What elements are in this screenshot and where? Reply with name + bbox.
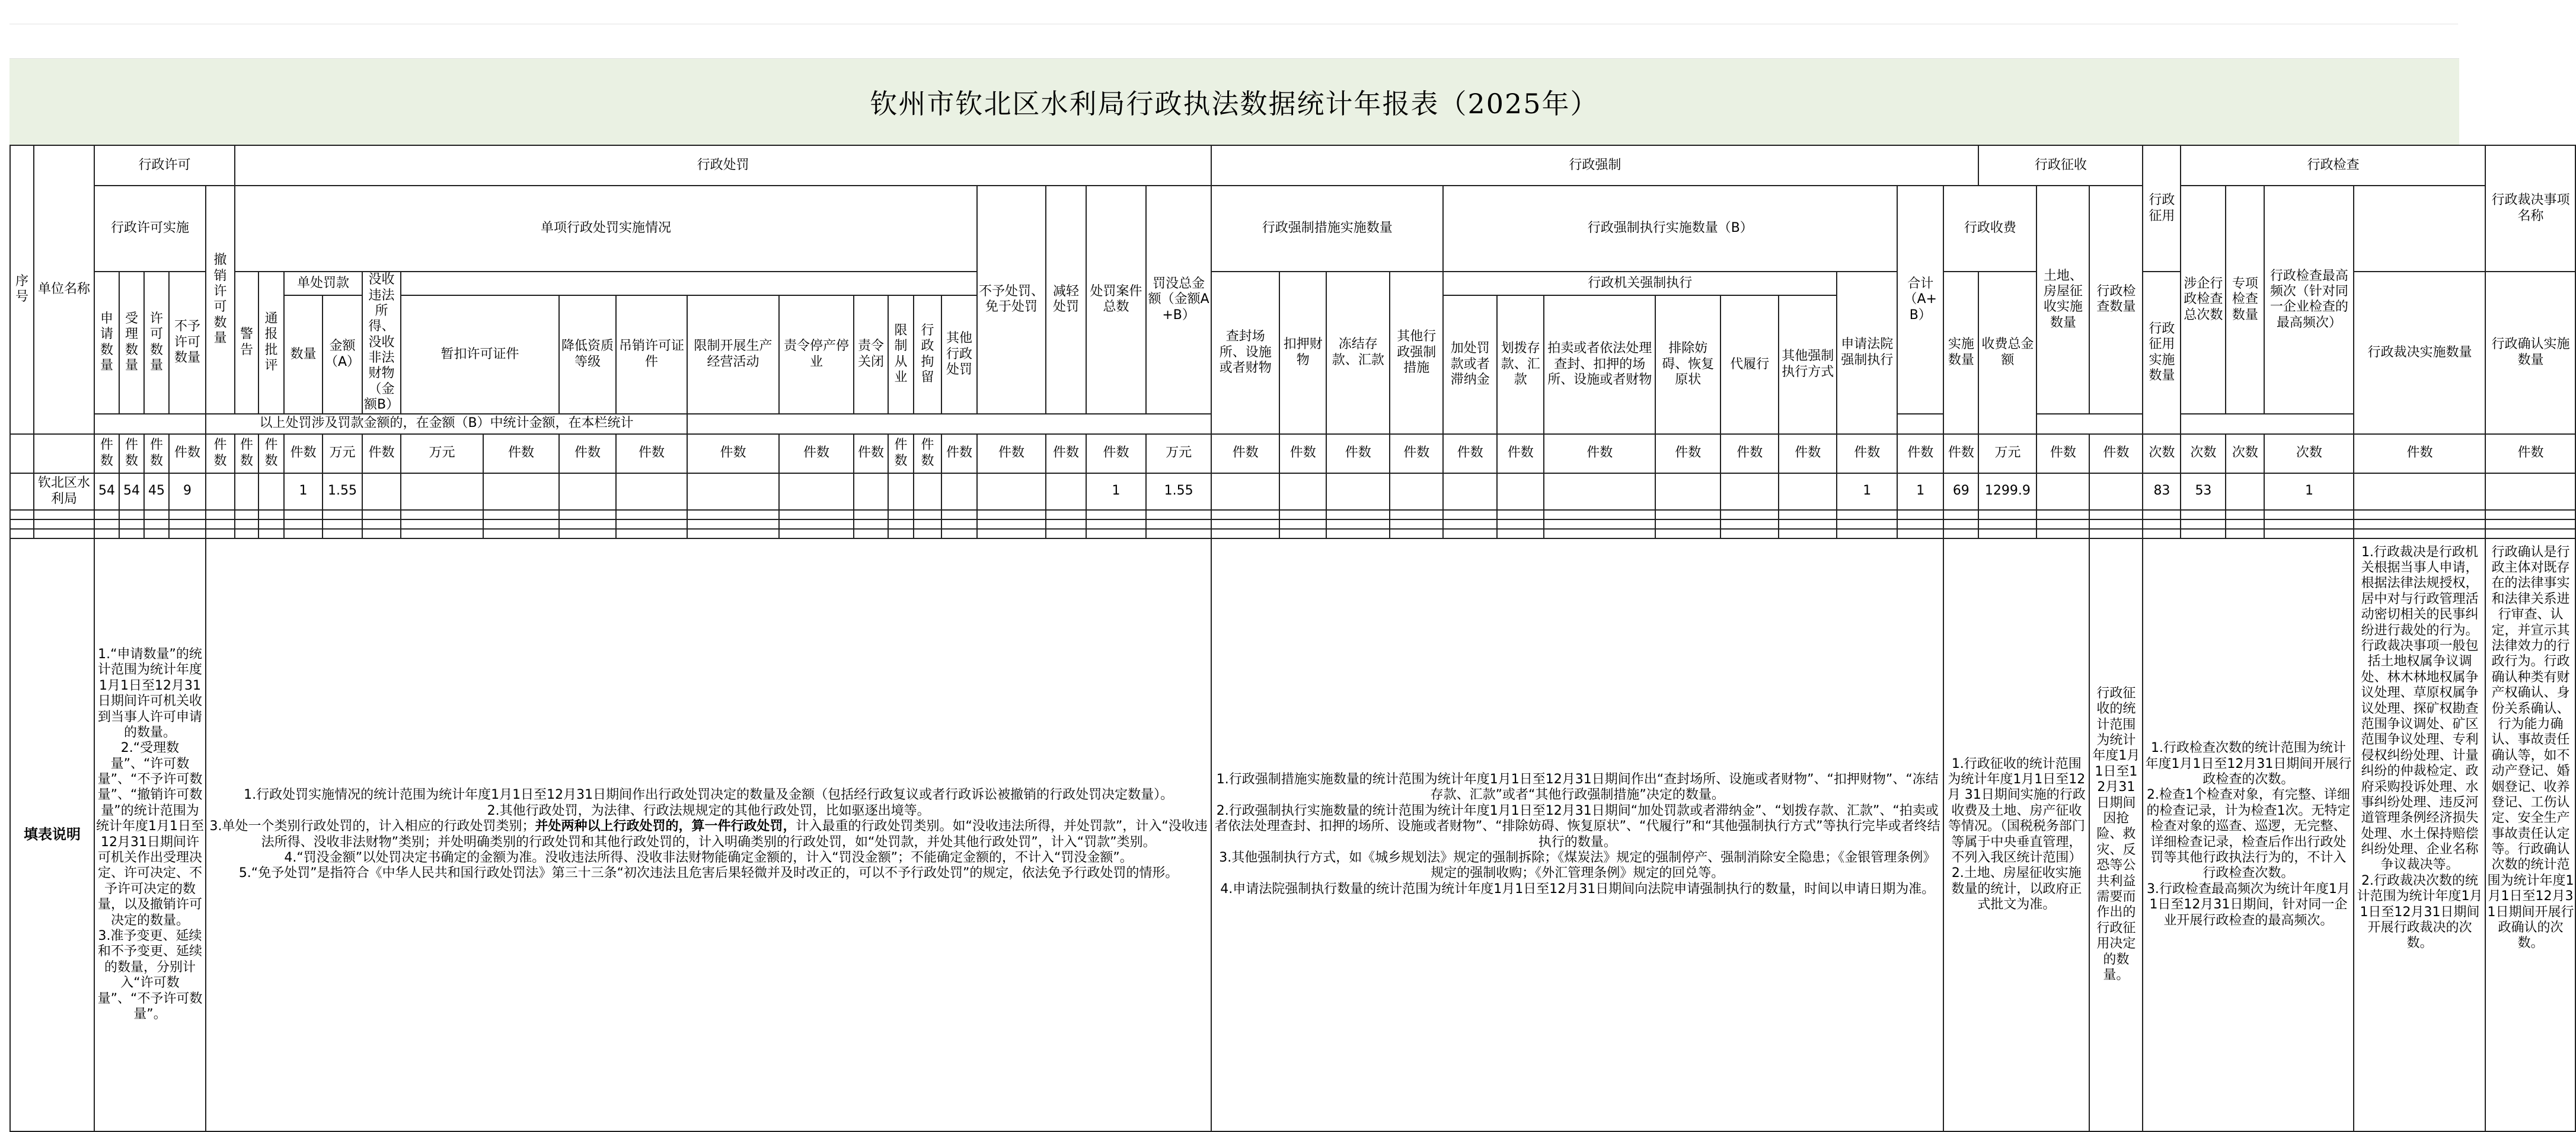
cell-fee-count: 69 (1943, 473, 1978, 510)
notes-label: 填表说明 (10, 538, 94, 1131)
group-expropriation: 行政征用 (2143, 145, 2181, 272)
unit-seq (10, 434, 34, 473)
unit-light-penalty: 件数 (1046, 434, 1086, 473)
cell-restrict (687, 473, 779, 510)
notes-penalty-5: 5.“免予处罚”是指符合《中华人民共和国行政处罚法》第三十三条“初次违法且危害后果轻微并及时改正的，可以不予行政处罚”的规定，依法免予行政处罚的情形。 (238, 866, 1179, 881)
unit-enforce-total: 件数 (1897, 434, 1943, 473)
header-warning: 警告 (235, 272, 258, 414)
top-blank-row (9, 24, 2458, 59)
unit-seize: 件数 (1279, 434, 1326, 473)
notes-inspection: 1.行政检查次数的统计范围为统计年度1月1日至12月31日期间开展行政检查的次数。 2.检查1个检查对象，有完整、详细的检查记录，计为检查1次。无特定检查对象的巡查、巡逻，无完整、详细检查记录，检查后作出行政处罚等其他行政执法行为的，不计入行政检查次数。 3.行政检查最高频次为统计年度1月1日至12月31日期间，针对同一企业开展行政检查的最高频次。 (2143, 538, 2354, 1131)
cell-penalty-total: 1 (1086, 473, 1146, 510)
unit-fine-count: 件数 (284, 434, 323, 473)
cell-enforce-total: 1 (1897, 473, 1943, 510)
header-enforce-exec: 行政强制执行实施数量（B） (1443, 186, 1897, 272)
header-inspect-count: 行政检查数量 (2089, 186, 2143, 414)
unit-fee-amount: 万元 (1978, 434, 2036, 473)
cell-expro-count (2089, 473, 2143, 510)
cell-fee-amount: 1299.9 (1978, 473, 2036, 510)
header-other-exec: 其他强制执行方式 (1779, 295, 1837, 434)
header-freeze: 冻结存款、汇款 (1326, 272, 1390, 434)
unit-restrict: 件数 (687, 434, 779, 473)
title-banner (9, 58, 2459, 145)
header-revoke-permit: 吊销许可证件 (616, 295, 687, 414)
cell-remove (1655, 473, 1720, 510)
unit-detention: 件数 (914, 434, 941, 473)
header-enforce-total: 合计（A+B） (1897, 186, 1943, 414)
cell-confiscate-amount (401, 473, 483, 510)
notes-penalty-4: 4.“罚没金额”以处罚决定书确定的金额为准。没收违法所得、没收非法财物能确定金额的，计入“罚没金额”；不能确定金额的，不计入“罚没金额”。 (284, 850, 1133, 866)
notes-penalty-3a: 3.单处一个类别行政处罚的，计入相应的行政处罚类别； (209, 819, 535, 834)
group-enforce: 行政强制 (1211, 145, 1978, 186)
header-land-levy: 土地、房屋征收实施数量 (2036, 186, 2089, 414)
unit-no-penalty: 件数 (977, 434, 1046, 473)
header-accept: 受理数量 (119, 272, 144, 414)
header-fee: 行政收费 (1943, 186, 2036, 272)
cell-accept: 54 (119, 473, 144, 510)
report-title: 钦州市钦北区水利局行政执法数据统计年报表（2025年） (870, 88, 1599, 120)
header-detention: 行政拘留 (914, 295, 941, 414)
header-fee-amount: 收费总金额 (1978, 272, 2036, 434)
header-fee-count: 实施数量 (1943, 272, 1978, 434)
unit-fee-count: 件数 (1943, 434, 1978, 473)
notes-penalty-3c: 计入最重的行政处罚类别。如“没收违法所得，并处罚款”，计入“没收违法所得、没收非法财物”类别；并处明确类别的行政处罚和其他行政处罚的，计入明确类别的行政处罚，如“处罚款，并处其他行政处罚”，计入“罚款”类别。 (261, 819, 1208, 850)
header-ruling-count: 行政裁决实施数量 (2354, 272, 2485, 434)
notes-penalty-3b: 并处两种以上行政处罚的，算一件行政处罚， (535, 819, 796, 834)
cell-light-penalty (1046, 473, 1086, 510)
unit-special-inspect: 次数 (2226, 434, 2264, 473)
header-other-penalty: 其他行政处罚 (941, 295, 977, 414)
cell-late-fee (1443, 473, 1497, 510)
unit-remove: 件数 (1655, 434, 1720, 473)
cell-seq (10, 473, 34, 510)
cell-fine-amount: 1.55 (323, 473, 362, 510)
notes-penalty (206, 538, 1211, 1131)
empty-row (10, 510, 2575, 519)
cell-seal-site (1211, 473, 1279, 510)
cell-circular (258, 473, 284, 510)
header-auction: 拍卖或者依法处理查封、扣押的场所、设施或者财物 (1544, 295, 1655, 434)
unit-joint-inspect: 次数 (2181, 434, 2226, 473)
cell-max-freq: 1 (2264, 473, 2354, 510)
header-seal-site: 查封场所、设施或者财物 (1211, 272, 1279, 434)
unit-other-exec: 件数 (1779, 434, 1837, 473)
cell-confiscate-count (362, 473, 401, 510)
header-penalty-row5-left (94, 414, 206, 434)
cell-land-levy (2036, 473, 2089, 510)
unit-land-levy: 件数 (2036, 434, 2089, 473)
header-seize: 扣押财物 (1279, 272, 1326, 434)
unit-proxy: 件数 (1720, 434, 1779, 473)
header-fine: 单处罚款 (284, 272, 362, 295)
cell-order-close (854, 473, 888, 510)
unit-suspend-permit: 件数 (483, 434, 559, 473)
cell-court-apply: 1 (1837, 473, 1897, 510)
cell-suspend-permit (483, 473, 559, 510)
cell-other-measures (1390, 473, 1443, 510)
unit-fine-amount: 万元 (323, 434, 362, 473)
unit-other-penalty: 件数 (941, 434, 977, 473)
unit-revoke-permit: 件数 (616, 434, 687, 473)
cell-downgrade (559, 473, 616, 510)
header-order-stop: 责令停产停业 (779, 295, 854, 414)
cell-fine-count: 1 (284, 473, 323, 510)
empty-row (10, 529, 2575, 538)
unit-revoke: 件数 (206, 434, 235, 473)
header-enforce-agency: 行政机关强制执行 (1443, 272, 1837, 295)
unit-warning: 件数 (235, 434, 258, 473)
group-inspection: 行政检查 (2181, 145, 2485, 186)
unit-apply: 件数 (94, 434, 119, 473)
notes-penalty-2: 2.其他行政处罚，为法律、行政法规规定的其他行政处罚，比如驱逐出境等。 (487, 803, 930, 818)
header-confirm-count: 行政确认实施数量 (2485, 272, 2575, 434)
header-revoke: 撤销许可数量 (206, 186, 235, 414)
cell-unit-name: 钦北区水利局 (34, 473, 94, 510)
cell-ruling-count (2354, 473, 2485, 510)
header-apply: 申请数量 (94, 272, 119, 414)
unit-circular: 件数 (258, 434, 284, 473)
cell-confiscation-total: 1.55 (1146, 473, 1211, 510)
cell-no-penalty (977, 473, 1046, 510)
unit-auction: 件数 (1544, 434, 1655, 473)
group-levy: 行政征收 (1978, 145, 2143, 186)
header-unit-name: 单位名称 (34, 145, 94, 434)
unit-grant: 件数 (144, 434, 169, 473)
table-row (10, 473, 2575, 510)
cell-transfer (1497, 473, 1544, 510)
notes-confirmation: 行政确认是行政主体对既存在的法律事实和法律关系进行审查、认定，并宣示其法律效力的行政行为。行政确认种类有财产权确认、身份关系确认、行为能力确认、事故责任确认等，如不动产登记、婚姻登记、收养登记、工伤认定、安全生产事故责任认定等。行政确认次数的统计范围为统计年度1月1日至12月31日期间开展行政确认的次数。 (2485, 538, 2575, 1131)
unit-order-stop: 件数 (779, 434, 854, 473)
cell-seize (1279, 473, 1326, 510)
unit-inspect-count: 次数 (2143, 434, 2181, 473)
header-light-penalty: 减轻处罚 (1046, 186, 1086, 414)
notes-permit: 1.“申请数量”的统计范围为统计年度1月1日至12月31日期间许可机关收到当事人许可申请的数量。 2.“受理数量”、“许可数量”、“不予许可数量”、“撤销许可数量”的统计范围为统计年度1月1日至12月31日期间许可机关作出受理决定、许可决定、不予许可决定的数量，以及撤销许可决定的数量。 3.准予变更、延续和不予变更、延续的数量，分别计入“许可数量”、“不予许可数量”。 (94, 538, 206, 1131)
unit-penalty-total: 件数 (1086, 434, 1146, 473)
unit-late-fee: 件数 (1443, 434, 1497, 473)
unit-confiscate-amount: 万元 (401, 434, 483, 473)
unit-seal-site: 件数 (1211, 434, 1279, 473)
cell-detention (914, 473, 941, 510)
header-confiscation-total: 罚没总金额（金额A+B） (1146, 186, 1211, 414)
header-restrict: 限制开展生产经营活动 (687, 295, 779, 414)
header-confiscate: 没收违法所得、没收非法财物（金额B） (362, 272, 401, 414)
header-circular: 通报批评 (258, 272, 284, 414)
header-grant: 许可数量 (144, 272, 169, 414)
cell-deny: 9 (169, 473, 206, 510)
header-fine-amount: 金额（A） (323, 295, 362, 414)
cell-revoke (206, 473, 235, 510)
group-permit: 行政许可 (94, 145, 235, 186)
statistics-table (9, 145, 2576, 1132)
header-combined-note: 以上处罚涉及罚款金额的，在金额（B）中统计金额，在本栏统计 (206, 414, 687, 434)
unit-confiscation-total: 万元 (1146, 434, 1211, 473)
header-limit-practice: 限制从业 (888, 295, 914, 414)
header-order-close: 责令关闭 (854, 295, 888, 414)
group-ruling: 行政裁决事项名称 (2485, 145, 2575, 272)
unit-accept: 件数 (119, 434, 144, 473)
unit-expro-count: 件数 (2089, 434, 2143, 473)
unit-deny: 件数 (169, 434, 206, 473)
header-fine-count: 数量 (284, 295, 323, 414)
cell-revoke-permit (616, 473, 687, 510)
header-suspend-permit: 暂扣许可证件 (401, 295, 559, 414)
unit-court-apply: 件数 (1837, 434, 1897, 473)
cell-order-stop (779, 473, 854, 510)
cell-confirm-count (2485, 473, 2575, 510)
header-downgrade: 降低资质等级 (559, 295, 616, 414)
unit-freeze: 件数 (1326, 434, 1390, 473)
cell-special-inspect (2226, 473, 2264, 510)
header-deny: 不予许可数量 (169, 272, 206, 414)
unit-max-freq: 次数 (2264, 434, 2354, 473)
notes-levy: 1.行政征收的统计范围为统计年度1月1日至12月 31日期间实施的行政收费及土地、房产征收等情况。（国税税务部门等属于中央垂直管理，不列入我区统计范围） 2.土地、房屋征收实施数量的统计，以政府正式批文为准。 (1943, 538, 2089, 1131)
header-remove: 排除妨碍、恢复原状 (1655, 295, 1720, 434)
header-other-penalty-group (401, 272, 977, 295)
cell-freeze (1326, 473, 1390, 510)
notes-expropriation: 行政征收的统计范围为统计年度1月1日至12月31日期间因抢险、救灾、反恐等公共利益需要而作出的行政征用决定的数量。 (2089, 538, 2143, 1131)
group-penalty: 行政处罚 (235, 145, 1211, 186)
header-proxy: 代履行 (1720, 295, 1779, 434)
cell-apply: 54 (94, 473, 119, 510)
unit-transfer: 件数 (1497, 434, 1544, 473)
unit-other-measures: 件数 (1390, 434, 1443, 473)
header-seq: 序号 (10, 145, 34, 434)
cell-inspect-count: 83 (2143, 473, 2181, 510)
header-no-penalty: 不予处罚、免于处罚 (977, 186, 1046, 414)
cell-warning (235, 473, 258, 510)
unit-confiscate-count: 件数 (362, 434, 401, 473)
header-penalty-single: 单项行政处罚实施情况 (235, 186, 977, 272)
unit-confirm-count: 件数 (2485, 434, 2575, 473)
unit-downgrade: 件数 (559, 434, 616, 473)
header-other-measures: 其他行政强制措施 (1390, 272, 1443, 434)
unit-order-close: 件数 (854, 434, 888, 473)
cell-other-penalty (941, 473, 977, 510)
unit-name-cell (34, 434, 94, 473)
notes-enforce: 1.行政强制措施实施数量的统计范围为统计年度1月1日至12月31日期间作出“查封场所、设施或者财物”、“扣押财物”、“冻结存款、汇款”或者“其他行政强制措施”决定的数量。 2.行政强制执行实施数量的统计范围为统计年度1月1日至12月31日期间“加处罚款或者滞纳金”、“划拨存款、汇款”、“拍卖或者依法处理查封、扣押的场所、设施或者财物”、“排除妨碍、恢复原状”、“代履行”和“其他强制执行方式”等执行完毕或者终结执行的数量。 3.其他强制执行方式，如《城乡规划法》规定的强制拆除；《煤炭法》规定的强制停产、强制消除安全隐患；《金银管理条例》规定的强制收购；《外汇管理条例》规定的回兑等。 4.申请法院强制执行数量的统计范围为统计年度1月1日至12月31日期间向法院申请强制执行的数量，时间以申请日期为准。 (1211, 538, 1943, 1131)
header-special-inspect: 专项检查数量 (2226, 186, 2264, 414)
header-max-freq: 行政检查最高频次（针对同一企业检查的最高频次） (2264, 186, 2354, 414)
header-permit-impl: 行政许可实施 (94, 186, 206, 272)
header-transfer: 划拨存款、汇款 (1497, 295, 1544, 434)
notes-ruling: 1.行政裁决是行政机关根据当事人申请，根据法律法规授权，居中对与行政管理活动密切相关的民事纠纷进行裁处的行为。行政裁决事项一般包括土地权属争议调处、林木林地权属争议处理、草原权属争议处理、探矿权勘查范围争议调处、矿区范围争议处理、专利侵权纠纷处理、计量纠纷的仲裁检定、政府采购投诉处理、水事纠纷处理、违反河道管理条例经济损失处理、水土保持赔偿纠纷处理、企业名称争议裁决等。 2.行政裁决次数的统计范围为统计年度1月1日至12月31日期间开展行政裁决的次数。 (2354, 538, 2485, 1131)
header-penalty-total: 处罚案件总数 (1086, 186, 1146, 414)
header-expro-count: 行政征用实施数量 (2143, 272, 2181, 434)
cell-limit-practice (888, 473, 914, 510)
unit-ruling-count: 件数 (2354, 434, 2485, 473)
unit-limit-practice: 件数 (888, 434, 914, 473)
empty-row (10, 519, 2575, 529)
cell-other-exec (1779, 473, 1837, 510)
header-late-fee: 加处罚款或者滞纳金 (1443, 295, 1497, 434)
notes-penalty-3 (208, 819, 1209, 850)
header-enforce-measures: 行政强制措施实施数量 (1211, 186, 1443, 272)
cell-joint-inspect: 53 (2181, 473, 2226, 510)
header-court-apply: 申请法院强制执行 (1837, 272, 1897, 434)
cell-proxy (1720, 473, 1779, 510)
cell-auction (1544, 473, 1655, 510)
header-joint-inspect: 涉企行政检查总次数 (2181, 186, 2226, 414)
notes-penalty-1: 1.行政处罚实施情况的统计范围为统计年度1月1日至12月31日期间作出行政处罚决定的数量及金额（包括经行政复议或者行政诉讼被撤销的行政处罚决定数量）。 (244, 787, 1174, 803)
cell-grant: 45 (144, 473, 169, 510)
